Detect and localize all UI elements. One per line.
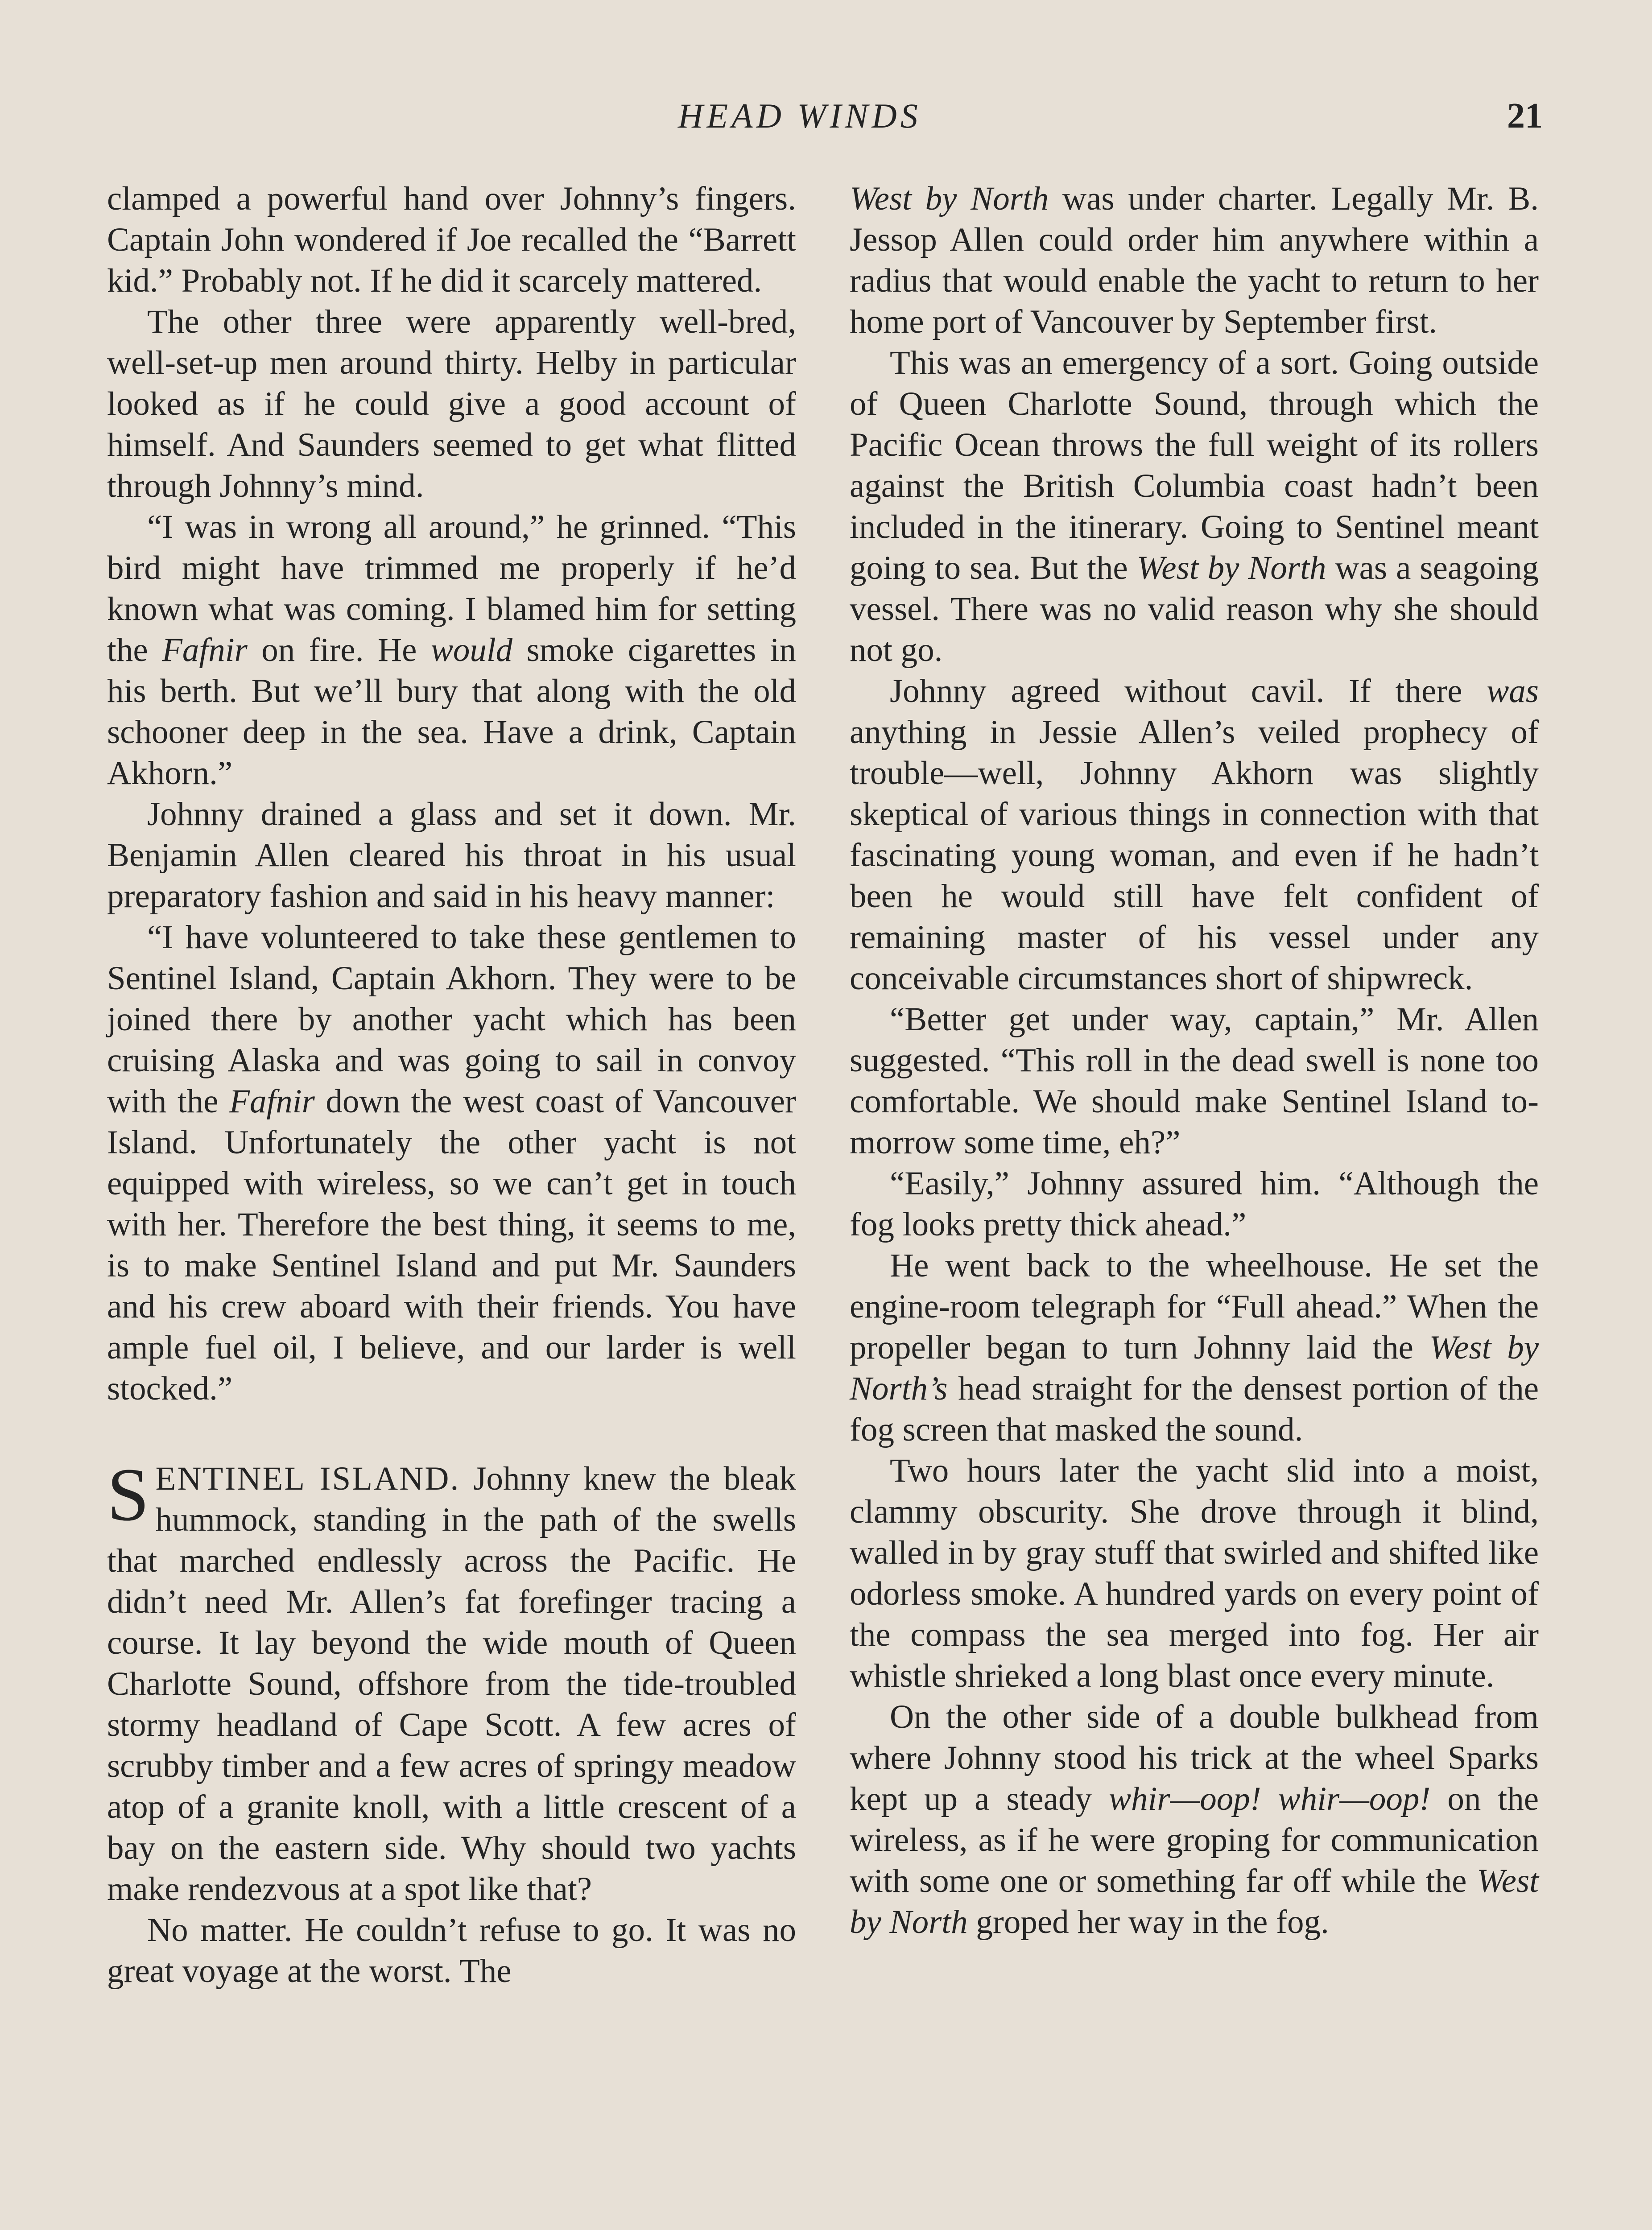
paragraph: “Better get under way, captain,” Mr. Allen suggested. “This roll in the dead swell is none too comfortable. We should make Sentinel Island to-morrow some time, eh?” bbox=[850, 1001, 1539, 1161]
left-column bbox=[107, 178, 796, 1992]
paragraph: West by North was under charter. Legally Mr. B. Jessop Allen could order him anywhere within a radius that would enable the yacht to return to her home port of Vancouver by September first. bbox=[850, 180, 1539, 340]
running-title: HEAD WINDS bbox=[678, 96, 921, 135]
paragraph: Two hours later the yacht slid into a moist, clammy obscurity. She drove through it blind, walled in by gray stuff that swirled and shifted like odorless smoke. A hundred yards on every point of the compass the sea merged into fog. Her air whistle shrieked a long blast once every minute. bbox=[850, 1452, 1539, 1694]
paragraph: No matter. He couldn’t refuse to go. It was no great voyage at the worst. The bbox=[107, 1912, 796, 1990]
paragraph: On the other side of a double bulkhead from where Johnny stood his trick at the wheel Sparks kept up a steady whir—oop! whir—oop! on the wireless, as if he were groping for communication with some one or something far off while the West by North groped her way in the fog. bbox=[850, 1698, 1539, 1941]
paragraph: “I have volunteered to take these gentlemen to Sentinel Island, Captain Akhorn. They were to be joined there by another yacht which has been cruising Alaska and was going to sail in convoy with the Fafnir down the west coast of Vancouver Island. Unfortunately the other yacht is not equipped with wireless, so we can’t get in touch with her. Therefore the best thing, it seems to me, is to make Sentinel Island and put Mr. Saunders and his crew aboard with their friends. You have ample fuel oil, I believe, and our larder is well stocked.” bbox=[107, 919, 796, 1407]
paragraph: “I was in wrong all around,” he grinned. “This bird might have trimmed me properly if he’d known what was coming. I blamed him for setting the Fafnir on fire. He would smoke cigarettes in his berth. But we’ll bury that along with the old schooner deep in the sea. Have a drink, Captain Akhorn.” bbox=[107, 508, 796, 792]
paragraph: He went back to the wheelhouse. He set the engine-room telegraph for “Full ahead.” When the propeller began to turn Johnny laid the West by North’s head straight for the densest portion of the fog screen that masked the sound. bbox=[850, 1247, 1539, 1448]
drop-cap: S bbox=[107, 1453, 149, 1536]
paragraph: “Easily,” Johnny assured him. “Although the fog looks pretty thick ahead.” bbox=[850, 1165, 1539, 1243]
paragraph: This was an emergency of a sort. Going outside of Queen Charlotte Sound, through which the Pacific Ocean throws the full weight of its rollers against the British Columbia coast hadn’t been included in the itinerary. Going to Sentinel meant going to sea. But the West by North was a seagoing vessel. There was no valid reason why she should not go. bbox=[850, 344, 1539, 669]
paragraph: Johnny agreed without cavil. If there was anything in Jessie Allen’s veiled prophecy of trouble—well, Johnny Akhorn was slightly skeptical of various things in connection with that fascinating young woman, and even if he hadn’t been he would still have felt confident of remaining master of his vessel under any conceivable circumstances short of shipwreck. bbox=[850, 673, 1539, 997]
page-number: 21 bbox=[1507, 96, 1543, 136]
page-header bbox=[0, 96, 1652, 154]
right-column bbox=[850, 178, 1539, 1943]
paragraph: clamped a powerful hand over Johnny’s fingers. Captain John wondered if Joe recalled the “Barrett kid.” Probably not. If he did it scarcely mattered. bbox=[107, 180, 796, 299]
paragraph: The other three were apparently well-bred, well-set-up men around thirty. Helby in particular looked as if he could give a good account of himself. And Saunders seemed to get what flitted through Johnny’s mind. bbox=[107, 303, 796, 504]
section-heading-caps: ENTINEL ISLAND. bbox=[155, 1460, 460, 1497]
paragraph: Johnny drained a glass and set it down. Mr. Benjamin Allen cleared his throat in his usual preparatory fashion and said in his heavy manner: bbox=[107, 796, 796, 915]
section-break bbox=[107, 1409, 796, 1458]
section-opening-paragraph: SENTINEL ISLAND. Johnny knew the bleak hummock, standing in the path of the swells that marched endlessly across the Pacific. He didn’t need Mr. Allen’s fat forefinger tracing a course. It lay beyond the wide mouth of Queen Charlotte Sound, offshore from the tide-troubled stormy headland of Cape Scott. A few acres of scrubby timber and a few acres of springy meadow atop of a granite knoll, with a little crescent of a bay on the eastern side. Why should two yachts make rendezvous at a spot like that? bbox=[107, 1453, 796, 1908]
